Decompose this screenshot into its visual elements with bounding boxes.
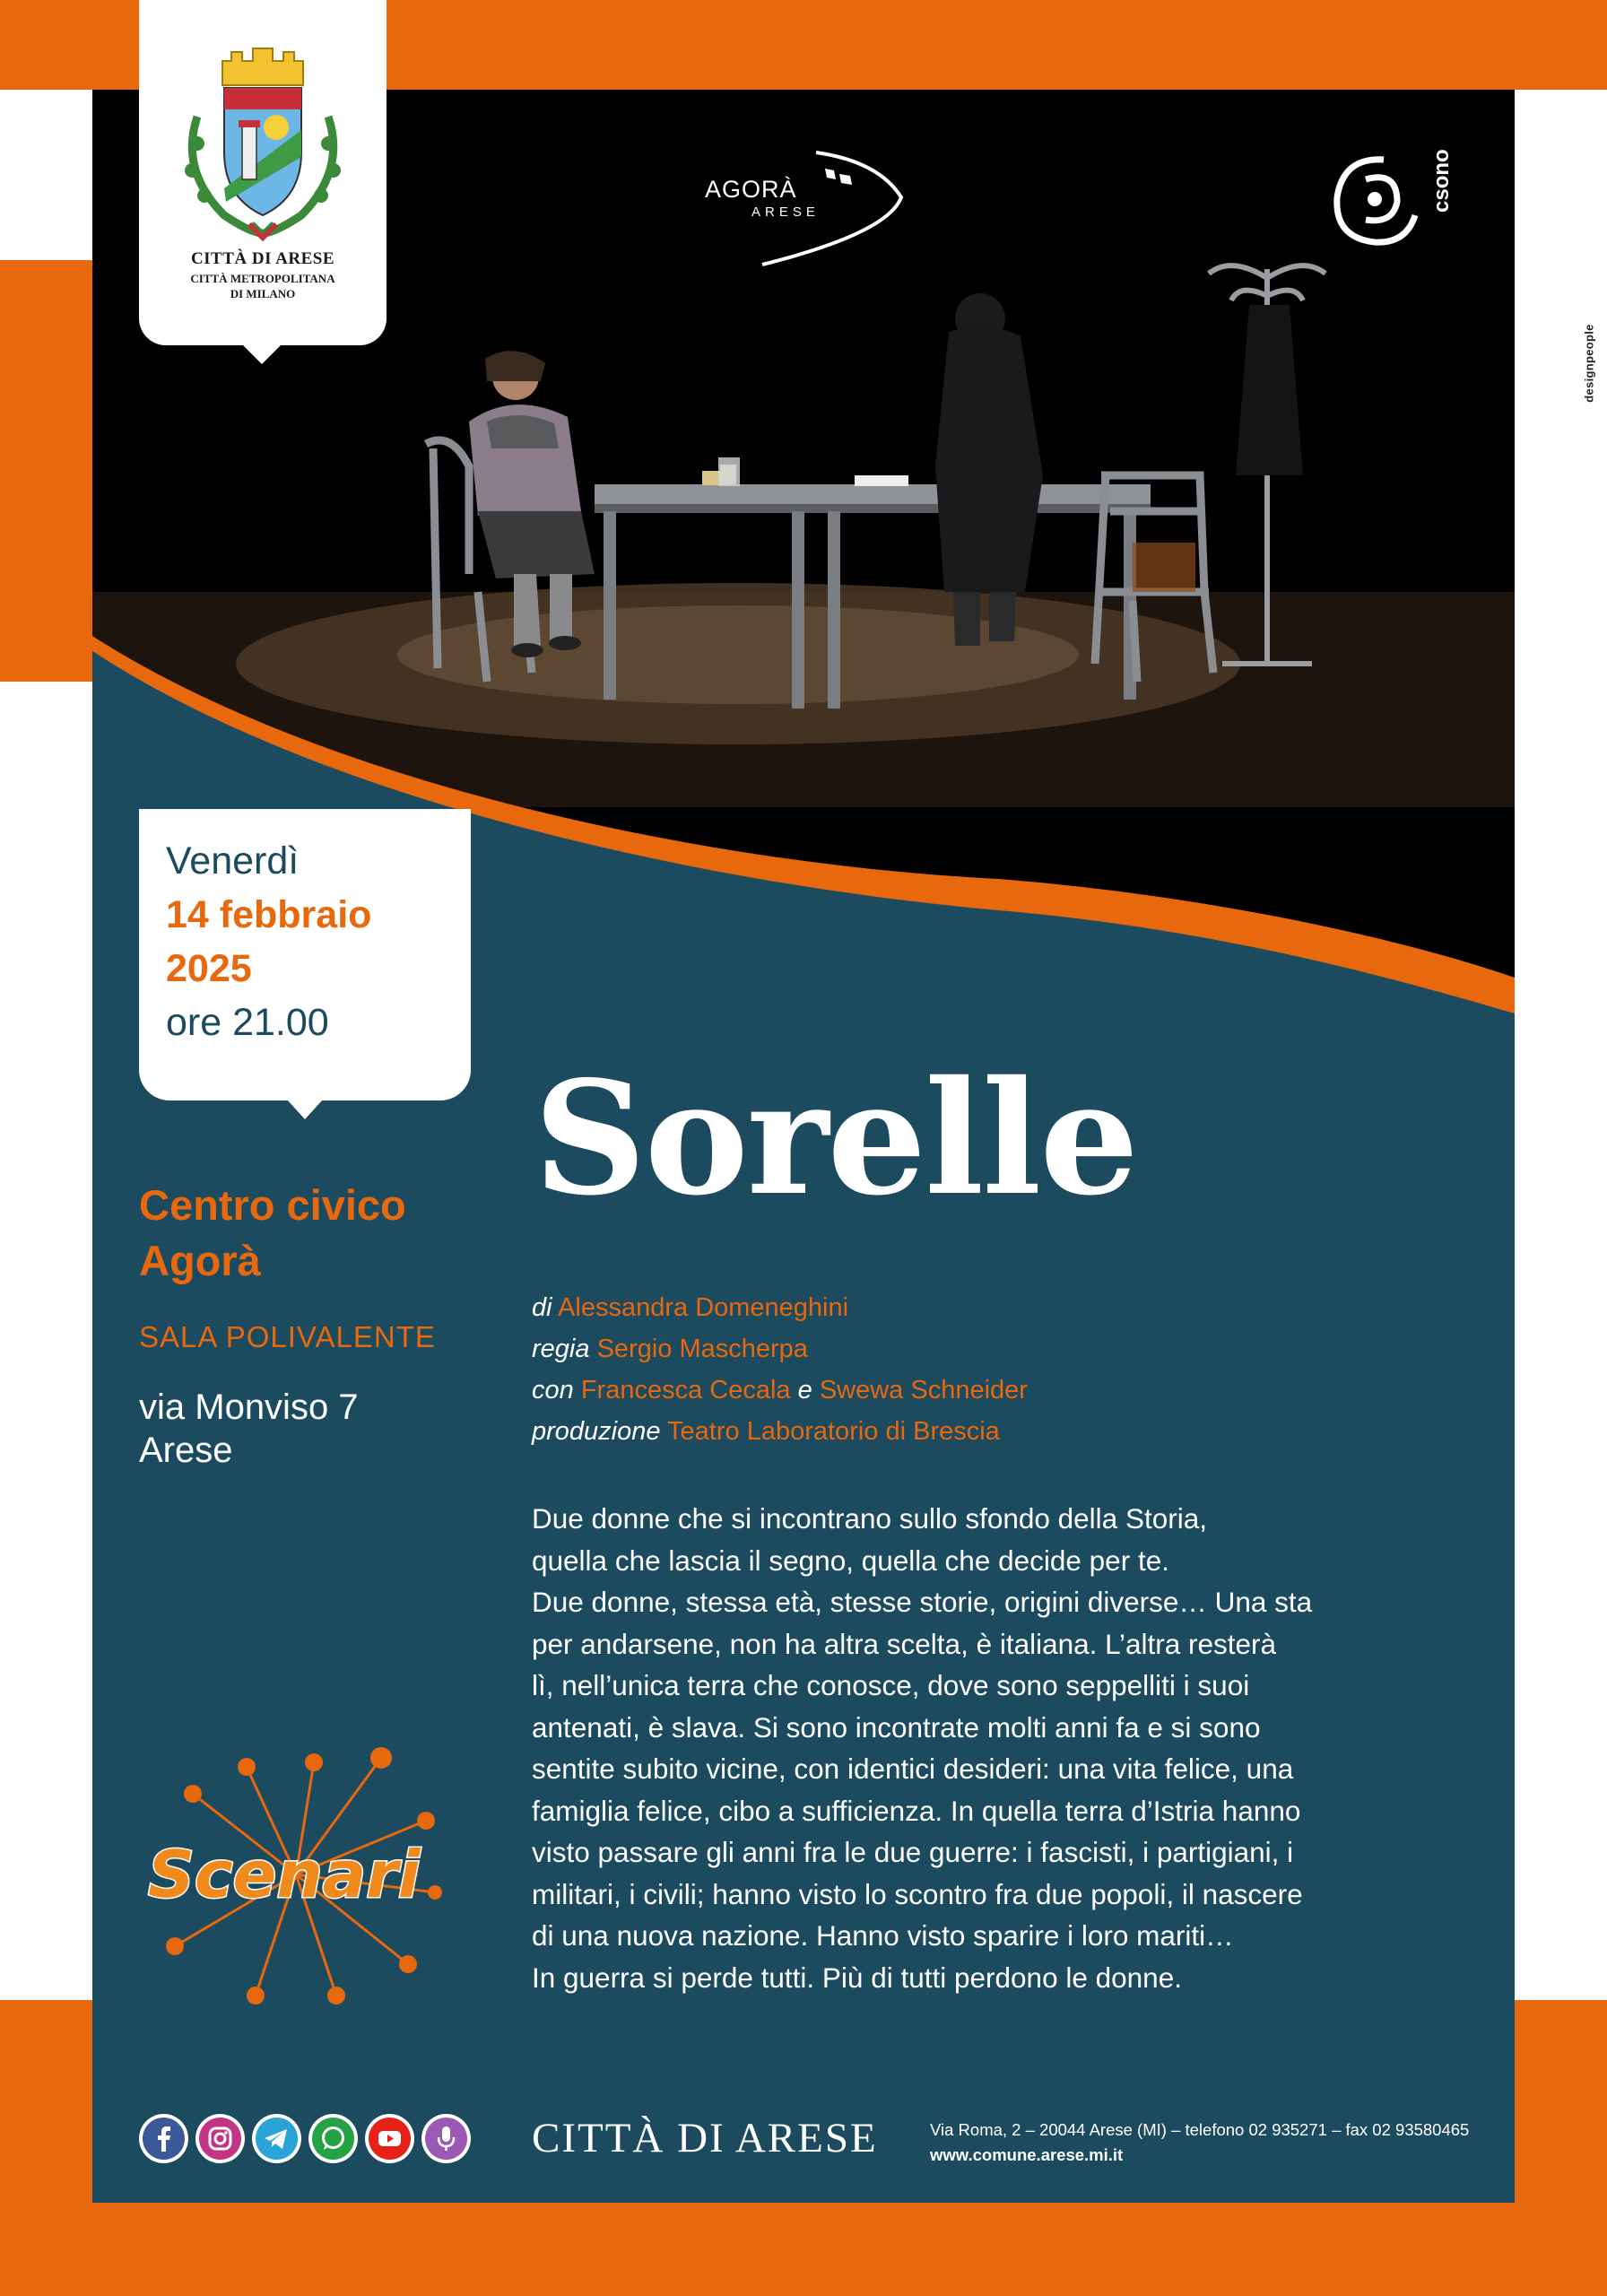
svg-text:Scenari: Scenari [148, 1837, 421, 1912]
instagram-icon[interactable] [195, 2114, 245, 2163]
left-orange-band [0, 260, 99, 682]
footer-city-name: CITTÀ DI ARESE [532, 2115, 878, 2161]
youtube-icon[interactable] [365, 2114, 414, 2163]
venue-town: Arese [139, 1431, 233, 1470]
credit-author: di Alessandra Domeneghini [532, 1293, 849, 1322]
event-year: 2025 [166, 947, 252, 990]
event-time: ore 21.00 [166, 1001, 329, 1044]
social-links [139, 2114, 471, 2163]
csono-logo-icon [1330, 152, 1429, 251]
venue-name-line1: Centro civico [139, 1181, 406, 1229]
venue-name-line2: Agorà [139, 1237, 261, 1284]
footer-address: Via Roma, 2 – 20044 Arese (MI) – telefono 02 935271 – fax 02 93580465 [930, 2120, 1470, 2139]
agora-logo-sub: ARESE [751, 204, 820, 220]
date-card-pointer [287, 1100, 323, 1119]
whatsapp-icon[interactable] [308, 2114, 358, 2163]
credit-cast: con Francesca Cecala e Swewa Schneider [532, 1376, 1028, 1405]
venue-room: SALA POLIVALENTE [139, 1320, 436, 1353]
event-day: Venerdì [166, 839, 300, 883]
csono-logo-name: csono [1429, 149, 1454, 213]
crest-city-name: CITTÀ DI ARESE [190, 249, 335, 268]
event-date-card [139, 809, 471, 1100]
podcast-icon[interactable] [421, 2114, 471, 2163]
facebook-icon[interactable] [139, 2114, 188, 2163]
credit-director: regia Sergio Mascherpa [532, 1335, 808, 1363]
show-synopsis: Due donne che si incontrano sullo sfondo della Storia, quella che lascia il segno, quella che decide per te. Due donne, stessa età, stesse storie, origini diverse… Una sta per andarsene, non ha altra scelta, è italiana. L’altra resterà lì, nell’unica terra che conosce, dove sono seppelliti i suoi antenati, è slava. Si sono incontrate molti anni fa e si sono sentite subito vicine, con identici desideri: una vita felice, una famiglia felice, cibo a sufficienza. In quella terra d’Istria hanno visto passare gli anni fra le due guerre: i fascisti, i partigiani, i militari, i civili; hanno visto lo scontro fra due popoli, il nascere di una nuova nazione. Hanno visto sparire i loro mariti… In guerra si perde tutti. Più di tutti perdono le donne. [532, 1502, 1313, 1994]
agora-logo-name: AGORÀ [705, 176, 797, 203]
crest-metro-name: CITTÀ METROPOLITANA DI MILANO [190, 272, 335, 300]
event-date: 14 febbraio [166, 893, 372, 936]
scenari-logo-icon [139, 1740, 453, 2009]
show-title: Sorelle [534, 1048, 1137, 1231]
telegram-icon[interactable] [252, 2114, 301, 2163]
credit-production: produzione Teatro Laboratorio di Brescia [532, 1417, 1000, 1446]
crest-card-pointer [242, 344, 282, 364]
design-credit: designpeople [1582, 324, 1596, 403]
venue-street: via Monviso 7 [139, 1387, 359, 1427]
city-crest-card [139, 0, 387, 345]
city-crest-icon [170, 45, 355, 242]
footer-website-link[interactable]: www.comune.arese.mi.it [930, 2145, 1124, 2164]
